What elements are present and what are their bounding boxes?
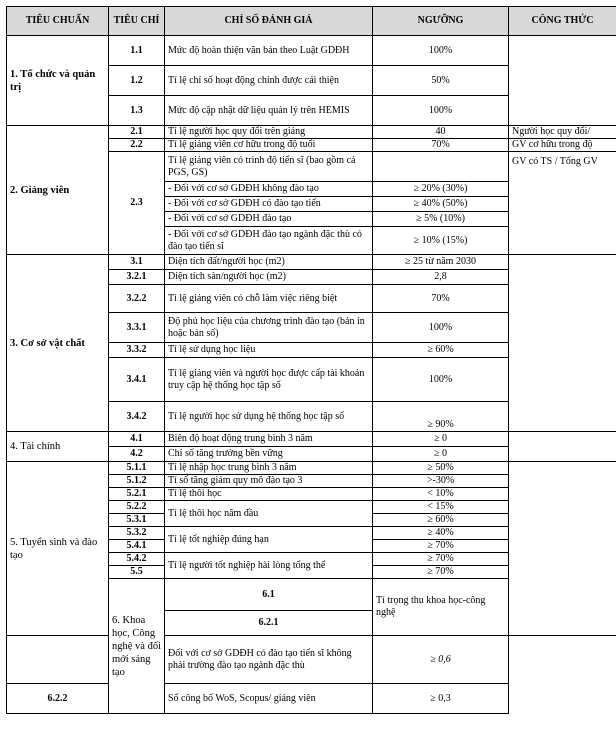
indicator: Mức độ hoàn thiện văn bản theo Luật GDĐH [165, 36, 373, 66]
indicator: Tỉ lệ giảng viên có chỗ làm việc riêng biệt [165, 285, 373, 313]
criterion-code: 5.1.1 [109, 462, 165, 475]
criterion-code: 5.2.2 [109, 501, 165, 514]
standard-5: 5. Tuyển sinh và đào tạo [7, 462, 109, 636]
table-row [7, 126, 616, 139]
indicator: - Đối với cơ sở GDĐH đào tạo [165, 212, 373, 227]
threshold: ≥ 40% (50%) [373, 197, 509, 212]
standard-1: 1. Tổ chức và quản trị [7, 36, 109, 126]
threshold: ≥ 0 [373, 432, 509, 447]
criterion-code: 5.2.1 [109, 488, 165, 501]
criteria-table [6, 6, 616, 714]
table-row [7, 432, 616, 447]
standard-2: 2. Giảng viên [7, 126, 109, 255]
threshold: >-30% [373, 475, 509, 488]
formula [509, 462, 616, 636]
indicator: Tỉ số tăng giảm quy mô đào tạo 3 [165, 475, 373, 488]
criterion-code: 4.1 [109, 432, 165, 447]
threshold: ≥ 0,3 [373, 684, 509, 714]
criterion-code: 4.2 [109, 447, 165, 462]
criterion-code: 6.2.2 [7, 684, 109, 714]
threshold: 100% [373, 358, 509, 402]
indicator: Số công bố WoS, Scopus/ giảng viên [165, 684, 373, 714]
indicator: Mức độ cập nhật dữ liệu quản lý trên HEMIS [165, 96, 373, 126]
indicator: Tỉ lệ chỉ số hoạt động chính được cải thiện [165, 66, 373, 96]
criterion-code: 1.1 [109, 36, 165, 66]
threshold: 100% [373, 313, 509, 343]
indicator: Tỉ trọng thu khoa học-công nghệ [373, 579, 509, 636]
criterion-code: 3.4.2 [109, 402, 165, 432]
indicator: Tỉ lệ thôi học [165, 488, 373, 501]
indicator: Tỉ lệ tốt nghiệp đúng hạn [165, 527, 373, 553]
formula: GV cơ hữu trong độ [509, 139, 616, 152]
threshold: ≥ 90% [373, 402, 509, 432]
criterion-code: 6.2.1 [165, 611, 373, 636]
header-formula: CÔNG THỨC [509, 7, 616, 36]
table-row [7, 255, 616, 270]
indicator: - Đối với cơ sở GDĐH không đào tạo [165, 182, 373, 197]
criterion-code: 2.1 [109, 126, 165, 139]
indicator: Tỉ lệ sử dụng học liệu [165, 343, 373, 358]
threshold: ≥ 10% (15%) [373, 227, 509, 255]
indicator: Biên độ hoạt động trung bình 3 năm [165, 432, 373, 447]
formula [509, 432, 616, 462]
header-standard: TIÊU CHUẨN [7, 7, 109, 36]
indicator: Đối với cơ sở GDĐH có đào tạo tiến sĩ không phải trường đào tạo ngành đặc thù [165, 636, 373, 684]
threshold: ≥ 70% [373, 553, 509, 566]
indicator: Tỉ lệ nhập học trung bình 3 năm [165, 462, 373, 475]
threshold: ≥ 25 từ năm 2030 [373, 255, 509, 270]
criterion-code: 6.1 [165, 579, 373, 611]
threshold: ≥ 0 [373, 447, 509, 462]
criterion-code: 5.4.1 [109, 540, 165, 553]
threshold: 50% [373, 66, 509, 96]
threshold: 100% [373, 36, 509, 66]
criterion-code: 5.3.1 [109, 514, 165, 527]
indicator: Tỉ lệ người tốt nghiệp hài lòng tổng thể [165, 553, 373, 579]
criterion-code: 3.1 [109, 255, 165, 270]
indicator: Tỉ lệ giảng viên có trình độ tiến sĩ (bao gồm cả PGS, GS) [165, 152, 373, 182]
indicator: - Đối với cơ sở GDĐH có đào tạo tiến [165, 197, 373, 212]
threshold: 2,8 [373, 270, 509, 285]
indicator: Tỉ lệ thôi học năm đầu [165, 501, 373, 527]
criterion-code: 3.3.1 [109, 313, 165, 343]
indicator: Tỉ lệ người học sử dụng hệ thống học tập số [165, 402, 373, 432]
threshold: 100% [373, 96, 509, 126]
threshold: 40 [373, 126, 509, 139]
criterion-code: 1.3 [109, 96, 165, 126]
standard-3: 3. Cơ sở vật chất [7, 255, 109, 432]
threshold: ≥ 5% (10%) [373, 212, 509, 227]
indicator: Tỉ lệ giảng viên và người học được cấp tài khoản truy cập hệ thống học tập số [165, 358, 373, 402]
threshold: ≥ 70% [373, 540, 509, 553]
threshold: ≥ 60% [373, 343, 509, 358]
criterion-code: 3.3.2 [109, 343, 165, 358]
criterion-code: 5.3.2 [109, 527, 165, 540]
indicator: Diện tích đất/người học (m2) [165, 255, 373, 270]
threshold: < 10% [373, 488, 509, 501]
table-row [7, 36, 616, 66]
criterion-code: 3.2.2 [109, 285, 165, 313]
criterion-code [7, 636, 109, 684]
formula [509, 36, 616, 126]
criterion-code: 2.2 [109, 139, 165, 152]
criterion-code: 5.4.2 [109, 553, 165, 566]
threshold: ≥ 60% [373, 514, 509, 527]
threshold: ≥ 0,6 [373, 636, 509, 684]
table-row [7, 684, 616, 714]
criterion-code: 3.4.1 [109, 358, 165, 402]
indicator: Tỉ lệ giảng viên cơ hữu trong độ tuổi [165, 139, 373, 152]
threshold: 70% [373, 139, 509, 152]
criterion-code: 1.2 [109, 66, 165, 96]
indicator: - Đối với cơ sở GDĐH đào tạo ngành đặc thù có đào tạo tiến sĩ [165, 227, 373, 255]
criterion-code: 5.5 [109, 566, 165, 579]
indicator: Tỉ lệ người học quy đổi trên giảng [165, 126, 373, 139]
threshold: ≥ 20% (30%) [373, 182, 509, 197]
threshold: 70% [373, 285, 509, 313]
formula: GV có TS / Tổng GV [509, 152, 616, 255]
indicator: Chỉ số tăng trưởng bền vững [165, 447, 373, 462]
header-row [7, 7, 616, 36]
header-indicator: CHỈ SỐ ĐÁNH GIÁ [165, 7, 373, 36]
standard-6: 6. Khoa học, Công nghệ và đổi mới sáng tạo [109, 579, 165, 714]
formula [509, 255, 616, 432]
threshold: ≥ 40% [373, 527, 509, 540]
criterion-code: 2.3 [109, 152, 165, 255]
formula: Người học quy đổi/ [509, 126, 616, 139]
criterion-code: 3.2.1 [109, 270, 165, 285]
table-row [7, 636, 616, 684]
threshold: ≥ 70% [373, 566, 509, 579]
indicator: Diện tích sàn/người học (m2) [165, 270, 373, 285]
standard-4: 4. Tài chính [7, 432, 109, 462]
header-threshold: NGƯỠNG [373, 7, 509, 36]
table-row [7, 462, 616, 475]
threshold: < 15% [373, 501, 509, 514]
threshold [373, 152, 509, 182]
criterion-code: 5.1.2 [109, 475, 165, 488]
threshold: ≥ 50% [373, 462, 509, 475]
header-criterion: TIÊU CHÍ [109, 7, 165, 36]
indicator: Độ phủ học liệu của chương trình đào tạo (bản in hoặc bản số) [165, 313, 373, 343]
